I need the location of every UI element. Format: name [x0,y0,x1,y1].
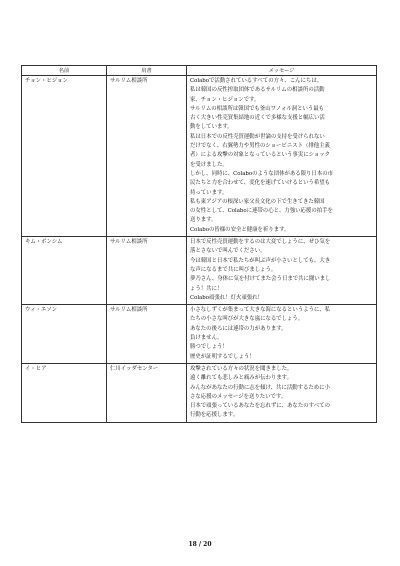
message-line: を受けました。 [190,161,228,168]
page-number: 18 / 20 [188,541,212,548]
message-line: たちの小さな叫びが大きな嵐になるでしょう。 [190,316,304,323]
message-line: 今は韓国と日本で私たちが叫ぶ声が小さいとしても、大き [190,257,331,264]
message-line: 歴史が証明するでしょう！ [190,353,255,360]
message-line: あなたの後ろには連帯の力があります。 [190,325,287,332]
message-line: ょう！共に！ [190,285,223,292]
cell-title: 仁川イッダセンター [107,363,187,422]
message-line: 日本で反性売買運動をするのは大変でしょうに、ぜひ気を [190,239,331,246]
message-table [21,65,377,423]
table-header-row [22,66,377,76]
message-line: 攻撃されている方々の状況を聞きました。 [190,365,293,372]
message-line: さな応援のメッセージを送りたいです。 [190,393,287,400]
message-line: Colabo頑張れ！灯火頑張れ！ [190,294,263,301]
table-row [22,363,377,422]
cell-title: サルリム相談所 [107,305,187,364]
table-row [22,305,377,364]
cell-message [187,363,377,422]
table-row [22,237,377,305]
header-name: 名前 [22,66,107,76]
cell-name: ウィ・エソン [22,305,107,364]
message-line: 持っています。 [190,189,228,196]
message-line: 勝つでしょう！ [190,344,228,351]
cell-message [187,76,377,237]
message-line: な声になるまで共に叫びましょう。 [190,266,277,273]
message-line: しかし、同時に、Colaboのような団体がある限り日本の市 [190,170,333,177]
message-line: 遠く離れても悲しみと痛みが伝わります。 [190,375,292,382]
message-line: 古く大きい性売買集結地の近くで多様な支援と幅広い活 [190,115,325,122]
message-line: 私も東アジアの根深い家父長文化の下で生きてきた韓国 [190,198,325,205]
message-line: 負けません。 [190,335,223,342]
message-line: 家、チョン・ヒジョンです。 [190,96,260,103]
message-line: 動をしています。 [190,124,233,131]
header-title: 肩書 [107,66,187,76]
message-line: 民たちと力を合わせて、変化を速げていけるという希望も [190,180,331,187]
message-line: 夢乃さん、身体に気を付けてまた会う日まで共に闘いまし [190,276,331,283]
message-line: 落とさないで叫んでください。 [190,248,266,255]
cell-name: チョン・ヒジョン [22,76,107,237]
cell-name: イ・ヒア [22,363,107,422]
header-message: メッセージ [187,66,377,76]
message-line: Colaboで活動されているすべての方々、こんにちは。 [190,78,323,84]
message-line: 日本で頑張っているあなたを忘れずに、あなたのすべての [190,403,331,410]
message-line: 送ります。 [190,217,217,224]
message-line: の女性として、Colaboに連帯の心と、力強い応援の拍手を [190,208,333,215]
message-line: 小さなしずくが集まって大きな海になるというように、私 [190,307,331,314]
cell-message [187,237,377,305]
message-line: みんながあなたの行動に志を傾け、共に活動するために小 [190,384,330,391]
message-line: 私は韓国の反性搾取団体であるサルリムの相談所の活動 [190,87,325,94]
message-line: Colaboの皆様の安全と健康を祈ります。 [190,226,290,233]
cell-title: サルリム相談所 [107,237,187,305]
cell-message [187,305,377,364]
message-line: 者）による攻撃の対象となっているという事実にショック [190,152,331,159]
message-line: だけでなく、右翼勢力や男性のショービニスト（排他主義 [190,143,330,150]
cell-title: サルリム相談所 [107,76,187,237]
message-line: サルリムの相談所は韓国でも釜山ワノォル洞という最も [190,105,325,112]
message-line: 私は日本での反性売買運動が世論の支持を受けられない [190,133,325,140]
message-line: 行動を応援します。 [190,412,239,419]
cell-name: キム・ボンシム [22,237,107,305]
table-row [22,76,377,237]
